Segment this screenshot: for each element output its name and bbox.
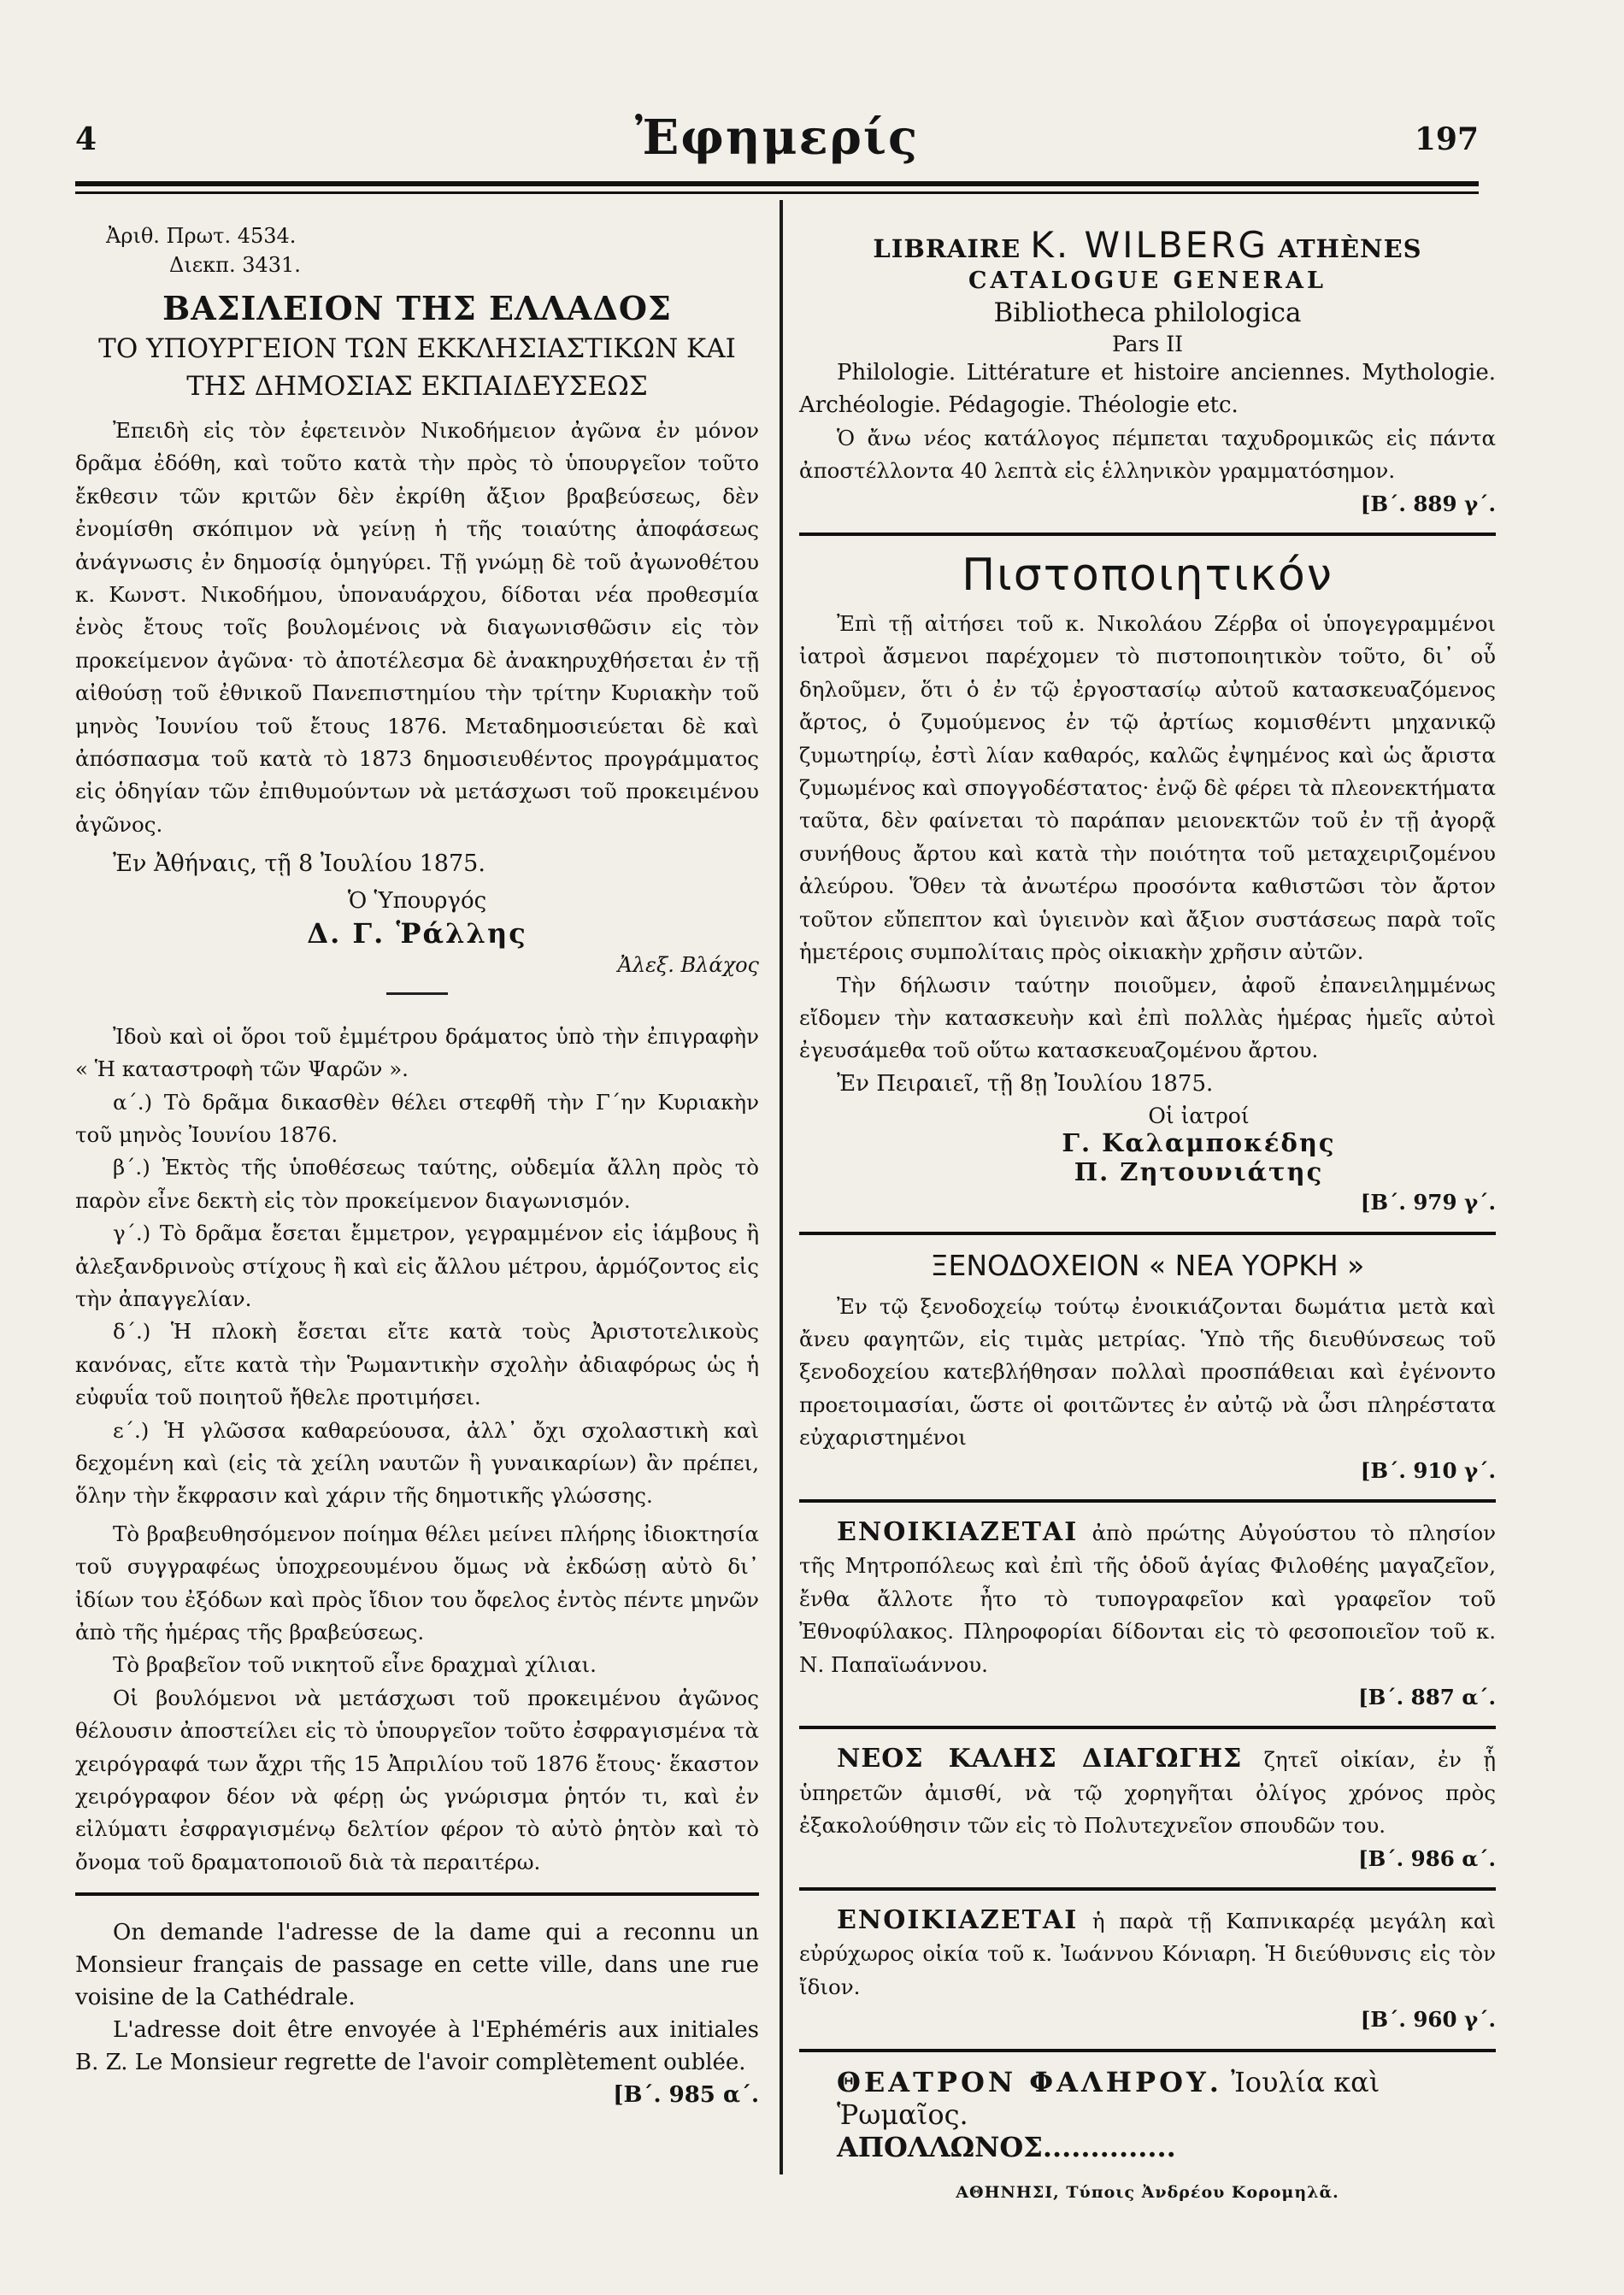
bibliotheca-heading: Bibliotheca philologica bbox=[993, 297, 1302, 328]
term-c: γ΄.) Τὸ δρᾶμα ἔσεται ἔμμετρον, γεγραμμένον εἰς ἰάμβους ἢ ἀλεξανδρινοὺς στίχους ἢ καὶ εἰς ἄλλου μέτρου, ἁρμόζοντος εἰς τὴν ἀπαγγελίαν. bbox=[75, 1221, 759, 1311]
page-number-right: 197 bbox=[1414, 121, 1479, 157]
pars-heading: Pars II bbox=[1111, 332, 1184, 356]
theatre-title: ΘΕΑΤΡΟΝ ΦΑΛΗΡΟΥ. bbox=[837, 2065, 1222, 2098]
term-b: β΄.) Ἐκτὸς τῆς ὑποθέσεως ταύτης, οὐδεμία ἄλλη πρὸς τὸ παρὸν εἶνε δεκτὴ εἰς τὸν προκείμενον διαγωνισμόν. bbox=[75, 1155, 759, 1213]
theatre-apollonos: ΑΠΟΛΛΩΝΟΣ.............. bbox=[837, 2131, 1176, 2164]
signature-name: Δ. Γ. Ῥάλλης bbox=[307, 916, 527, 950]
secretary-signature: Ἀλεξ. Βλάχος bbox=[617, 952, 759, 977]
notice-body: Ἐπειδὴ εἰς τὸν ἐφετεινὸν Νικοδήμειον ἀγῶνα ἐν μόνον δρᾶμα ἐδόθη, καὶ τοῦτο κατὰ τὴν πρὸς τὸ ὑπουργεῖον τοῦτο ἔκθεσιν τῶν κριτῶν δὲν ἐκρίθη ἄξιον βραβεύσεως, δὲν ἐνομίσθη σκόπιμον νὰ γείνῃ ἡ τῆς τοιαύτης ἀποφάσεως ἀνάγνωσις ἐν δημοσίᾳ ὁμηγύρει. Τῇ γνώμῃ δὲ τοῦ ἀγωνοθέτου κ. Κωνστ. Νικοδήμου, ὑποναυάρχου, δίδοται νέα προθεσμία ἑνὸς ἔτους τοῖς βουλομένοις νὰ διαγωνισθῶσιν εἰς τὸν προκείμενον ἀγῶνα· τὸ ἀποτέλεσμα δὲ ἀνακηρυχθήσεται ἐν τῇ αἰθούσῃ τοῦ ἐθνικοῦ Πανεπιστημίου τὴν τρίτην Κυριακὴν τοῦ μηνὸς Ἰουνίου τοῦ ἔτους 1876. Μεταδημοσιεύεται δὲ καὶ ἀπόσπασμα τοῦ κατὰ τὸ 1873 δημοσιευθέντος προγράμματος εἰς ὁδηγίαν τῶν ἐπιθυμούντων νὰ μετάσχωσι τοῦ προκειμένου ἀγῶνος. bbox=[75, 418, 759, 837]
masthead-rule-thin bbox=[75, 191, 1479, 194]
prize-amount: Τὸ βραβεῖον τοῦ νικητοῦ εἶνε δραχμαὶ χίλιαι. bbox=[113, 1652, 597, 1678]
rent1-title: ΕΝΟΙΚΙΑΖΕΤΑΙ bbox=[837, 1516, 1079, 1547]
french-ad-1: On demande l'adresse de la dame qui a reconnu un Monsieur français de passage en cette ville, dans une rue voisine de la Cathédrale. bbox=[75, 1920, 759, 2011]
ministry-heading-2: ΤΗΣ ΔΗΜΟΣΙΑΣ ΕΚΠΑΙΔΕΥΣΕΩΣ bbox=[186, 371, 648, 402]
protocol-number: Ἀριθ. Πρωτ. 4534. bbox=[106, 224, 297, 248]
theatre-ad bbox=[799, 2066, 1496, 2098]
rent2-body: ἡ παρὰ τῇ Καπνικαρέᾳ μεγάλη καὶ εὐρύχωρος οἰκία τοῦ κ. Ἰωάννου Κόνιαρη. Ἡ διεύθυνσις εἰς τὸν ἴδιον. bbox=[799, 1909, 1496, 1999]
librairie-code: [Β΄. 889 γ΄. bbox=[1360, 491, 1496, 516]
certificate-body-2: Τὴν δήλωσιν ταύτην ποιοῦμεν, ἀφοῦ ἐπανειλημμένως εἴδομεν τὴν κατασκευὴν καὶ ἐπὶ πολλὰς ἡμέρας ἡμεῖς αὐτοὶ ἐγευσάμεθα τοῦ οὕτω κατασκευαζομένου ἄρτου. bbox=[799, 972, 1496, 1063]
page-number-left: 4 bbox=[75, 121, 97, 157]
librairie-city: ATHÈNES bbox=[1278, 234, 1422, 263]
rent2-title: ΕΝΟΙΚΙΑΖΕΤΑΙ bbox=[837, 1905, 1079, 1936]
theatre-rule bbox=[799, 2049, 1496, 2052]
term-a: α΄.) Τὸ δρᾶμα δικασθὲν θέλει στεφθῆ τὴν Γ΄ην Κυριακὴν τοῦ μηνὸς Ἰουνίου 1876. bbox=[75, 1089, 759, 1147]
column-divider bbox=[780, 200, 783, 2174]
certificate-date: Ἐν Πειραιεῖ, τῇ 8ῃ Ἰουλίου 1875. bbox=[837, 1070, 1214, 1097]
french-ad-2: L'adresse doit être envoyée à l'Ephéméris aux initiales B. Z. Le Monsieur regrette de l'avoir complètement oublée. bbox=[75, 2017, 759, 2076]
masthead-rule bbox=[75, 181, 1479, 186]
signature-title: Ὁ Ὑπουργός bbox=[347, 887, 487, 914]
certificate-code: [Β΄. 979 γ΄. bbox=[1360, 1190, 1496, 1215]
ministry-heading-1: ΤΟ ΥΠΟΥΡΓΕΙΟΝ ΤΩΝ ΕΚΚΛΗΣΙΑΣΤΙΚΩΝ ΚΑΙ bbox=[98, 333, 736, 364]
rent2-ad bbox=[799, 1904, 1496, 2004]
certificate-rule bbox=[799, 533, 1496, 536]
term-d: δ΄.) Ἡ πλοκὴ ἔσεται εἴτε κατὰ τοὺς Ἀριστοτελικοὺς κανόνας, εἴτε κατὰ τὴν Ῥωμαντικὴν σχολὴν ἀδιαφόρως ὡς ἡ εὐφυΐα τοῦ ποιητοῦ ἤθελε προτιμήσει. bbox=[75, 1319, 759, 1410]
librairie-heading bbox=[799, 224, 1496, 266]
prize-ownership: Τὸ βραβευθησόμενον ποίημα θέλει μείνει πλήρης ἰδιοκτησία τοῦ συγγραφέως ὑποχρεουμένου ὅμως νὰ ἐκδώσῃ αὐτὸ δι᾽ ἰδίων του ἐξόδων καὶ πρὸς ἴδιον του ὄφελος ἐντὸς πέντε μηνῶν ἀπὸ τῆς ἡμέρας τῆς βραβεύσεως. bbox=[75, 1521, 759, 1645]
youth-rule bbox=[799, 1726, 1496, 1729]
hotel-rule bbox=[799, 1232, 1496, 1235]
youth-body: ζητεῖ οἰκίαν, ἐν ᾗ ὑπηρετῶν ἀμισθί, νὰ τῷ χορηγῆται ὀλίγος χρόνος πρὸς ἐξακολούθησιν τῶν εἰς τὸ Πολυτεχνεῖον σπουδῶν του. bbox=[799, 1747, 1496, 1839]
doctors-label: Οἱ ἰατροί bbox=[1148, 1103, 1250, 1129]
librairie-name: K. WILBERG bbox=[1030, 224, 1268, 266]
right-column bbox=[799, 224, 1496, 2202]
hotel-code: [Β΄. 910 γ΄. bbox=[1360, 1457, 1496, 1483]
terms-intro: Ἰδοὺ καὶ οἱ ὅροι τοῦ ἐμμέτρου δράματος ὑπὸ τὴν ἐπιγραφὴν « Ἡ καταστροφὴ τῶν Ψαρῶν ». bbox=[75, 1023, 759, 1082]
youth-ad bbox=[799, 1743, 1496, 1842]
hotel-heading: ΞΕΝΟΔΟΧΕΙΟΝ « ΝΕΑ ΥΟΡΚΗ » bbox=[930, 1248, 1365, 1282]
youth-code: [Β΄. 986 α΄. bbox=[1358, 1845, 1496, 1871]
rent1-rule bbox=[799, 1499, 1496, 1503]
section-divider bbox=[386, 992, 448, 995]
newspaper-title: Ἐφημερίς bbox=[634, 109, 920, 166]
librairie-prefix: LIBRAIRE bbox=[873, 234, 1021, 263]
rent1-body: ἀπὸ πρώτης Αὐγούστου τὸ πλησίον τῆς Μητροπόλεως καὶ ἐπὶ τῆς ὁδοῦ ἁγίας Φιλοθέης μαγαζεῖον, ἔνθα ἄλλοτε ἦτο τὸ τυπογραφεῖον καὶ γραφεῖον τοῦ Ἐθνοφύλακος. Πληροφορίαι δίδονται εἰς τὸ φεσοποιεῖον τοῦ κ. Ν. Παπαϊωάννου. bbox=[799, 1520, 1496, 1677]
french-ad-rule bbox=[75, 1892, 759, 1896]
kingdom-heading: ΒΑΣΙΛΕΙΟΝ ΤΗΣ ΕΛΛΑΔΟΣ bbox=[162, 289, 672, 327]
notice-date: Ἐν Ἀθήναις, τῇ 8 Ἰουλίου 1875. bbox=[113, 850, 485, 878]
left-column bbox=[75, 224, 759, 2112]
printer-imprint: ΑΘΗΝΗΣΙ, Τύποις Ἀνδρέου Κορομηλᾶ. bbox=[956, 2182, 1339, 2202]
certificate-heading: Πιστοποιητικόν bbox=[962, 550, 1333, 602]
french-ad-code: [Β΄. 985 α΄. bbox=[613, 2082, 759, 2109]
hotel-body: Ἐν τῷ ξενοδοχείῳ τούτῳ ἐνοικιάζονται δωμάτια μετὰ καὶ ἄνευ φαγητῶν, εἰς τιμὰς μετρίας. Ὑπὸ τῆς διευθύνσεως τοῦ ξενοδοχείου κατεβλήθησαν πολλαὶ προσπάθειαι καὶ ἐγένοντο προετοιμασίαι, ὥστε οἱ φοιτῶντες ἐν αὐτῷ νὰ ὦσι πληρέστατα εὐχαριστημένοι bbox=[799, 1293, 1496, 1451]
librairie-subjects: Philologie. Littérature et histoire anciennes. Mythologie. Archéologie. Pédagogie. Théologie etc. bbox=[799, 360, 1496, 419]
masthead bbox=[75, 109, 1479, 169]
theatre-play-1: Ἰουλία καὶ bbox=[1231, 2065, 1380, 2098]
doctor-2: Π. Ζητουνιάτης bbox=[1074, 1157, 1324, 1187]
rent1-ad bbox=[799, 1516, 1496, 1681]
rent2-rule bbox=[799, 1887, 1496, 1891]
certificate-body: Ἐπὶ τῇ αἰτήσει τοῦ κ. Νικολάου Ζέρβα οἱ ὑπογεγραμμένοι ἰατροὶ ἄσμενοι παρέχομεν τὸ πιστοποιητικὸν τοῦτο, δι᾽ οὗ δηλοῦμεν, ὅτι ὁ ἐν τῷ ἐργοστασίῳ αὐτοῦ κατασκευαζόμενος ἄρτος, ὁ ζυμούμενος ἐν τῷ ἀρτίως κομισθέντι μηχανικῷ ζυμωτηρίῳ, ἐστὶ λίαν καθαρός, καλῶς ἐψημένος καὶ ὡς ἄριστα ζυμωμένος καὶ σπογγοδέστατος· ἐνῷ δὲ φέρει τὰ πλεονεκτήματα ταῦτα, δὲν φαίνεται τὸ παράπαν μειονεκτῶν τοῦ ἐν τῇ ἀγορᾷ συνήθους ἄρτου καὶ κατὰ τὴν ποιότητα τοῦ μεταχειριζομένου ἀλεύρου. Ὅθεν τὰ ἀνωτέρω προσόντα καθιστῶσι τὸν ἄρτον τοῦτον εὔπεπτον καὶ ὑγιεινὸν καὶ ἄξιον συστάσεως παρὰ τοῖς ἡμετέροις συμπολίταις πρὸς οἰκιακὴν χρῆσιν αὐτῶν. bbox=[799, 611, 1496, 965]
youth-title: ΝΕΟΣ ΚΑΛΗΣ ΔΙΑΓΩΓΗΣ bbox=[837, 1744, 1243, 1774]
librairie-greek: Ὁ ἄνω νέος κατάλογος πέμπεται ταχυδρομικῶς εἰς πάντα ἀποστέλλοντα 40 λεπτὰ εἰς ἑλληνικὸν γραμματόσημον. bbox=[799, 425, 1496, 484]
theatre-play-2: Ῥωμαῖος. bbox=[837, 2098, 968, 2132]
doctor-1: Γ. Καλαμποκέδης bbox=[1062, 1128, 1336, 1158]
submission-terms: Οἱ βουλόμενοι νὰ μετάσχωσι τοῦ προκειμένου ἀγῶνος θέλουσιν ἀποστείλει εἰς τὸ ὑπουργεῖον τοῦτο ἐσφραγισμένα τὰ χειρόγραφά των ἄχρι τῆς 15 Ἀπριλίου τοῦ 1876 ἔτους· ἕκαστον χειρόγραφον δέον νὰ φέρῃ ὡς γνώρισμα ῥητόν τι, καὶ ἐν εἰλύματι ἐσφραγισμένῳ δελτίον φέρον τὸ αὐτὸ ῥητὸν καὶ τὸ ὄνομα τοῦ δραματοποιοῦ διὰ τὰ περαιτέρω. bbox=[75, 1685, 759, 1874]
catalogue-heading: CATALOGUE GENERAL bbox=[968, 268, 1327, 294]
rent2-code: [Β΄. 960 γ΄. bbox=[1360, 2007, 1496, 2033]
dispatch-number: Διεκπ. 3431. bbox=[169, 253, 301, 277]
rent1-code: [Β΄. 887 α΄. bbox=[1358, 1685, 1496, 1709]
term-e: ε΄.) Ἡ γλῶσσα καθαρεύουσα, ἀλλ᾽ ὄχι σχολαστικὴ καὶ δεχομένη καὶ (εἰς τὰ χείλη ναυτῶν ἢ γυναικαρίων) ἂν πρέπει, ὅλην τὴν ἔκφρασιν καὶ χάριν τῆς δημοτικῆς γλώσσης. bbox=[75, 1417, 759, 1509]
